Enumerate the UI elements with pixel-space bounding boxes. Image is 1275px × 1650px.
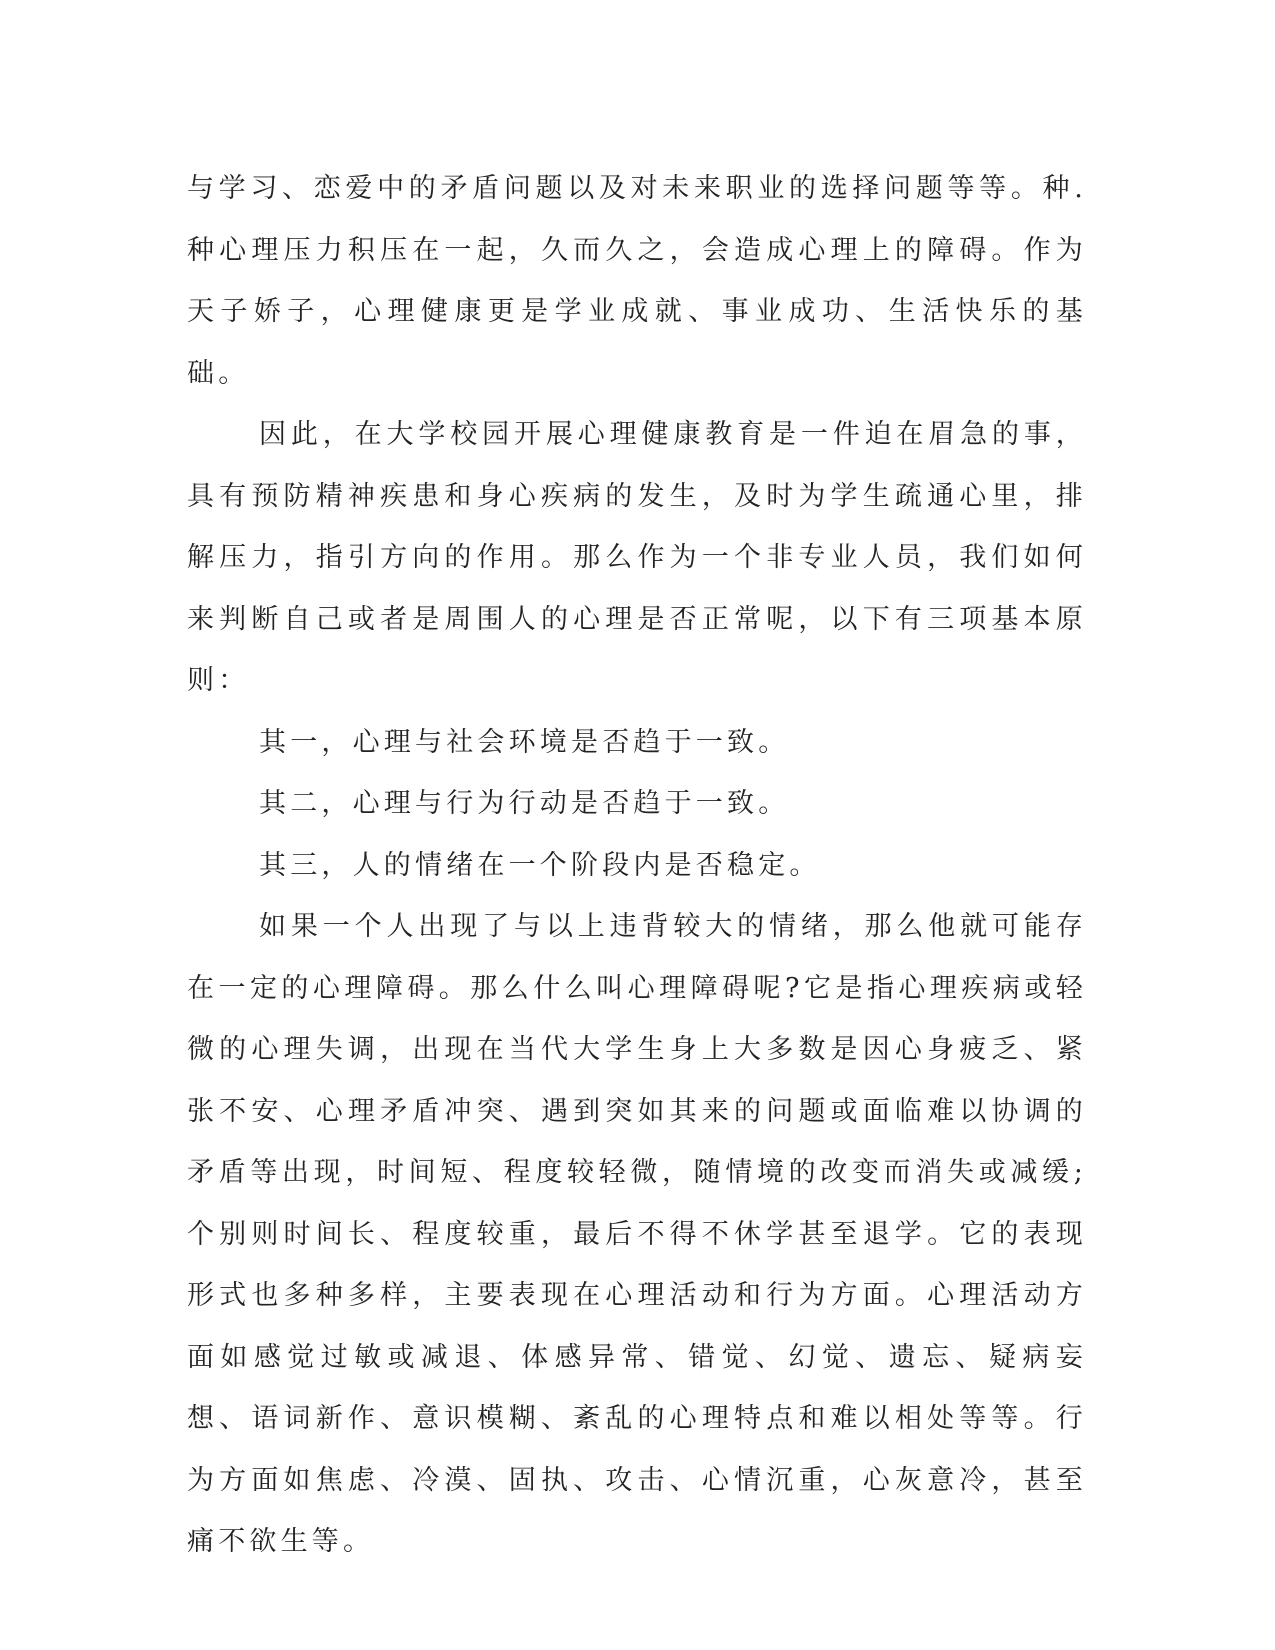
paragraph-2: 因此，在大学校园开展心理健康教育是一件迫在眉急的事，具有预防精神疾患和身心疾病的发生，及时为学生疏通心里，排解压力，指引方向的作用。那么作为一个非专业人员，我们如何来判断自己或者是周围人的心理是否正常呢，以下有三项基本原则： <box>187 419 1087 696</box>
paragraph-6: 如果一个人出现了与以上违背较大的情绪，那么他就可能存在一定的心理障碍。那么什么叫心理障碍呢?它是指心理疾病或轻微的心理失调，出现在当代大学生身上大多数是因心身疲乏、紧张不安、心理矛盾冲突、遇到突如其来的问题或面临难以协调的矛盾等出现，时间短、程度较轻微，随情境的改变而消失或减缓;个别则时间长、程度较重，最后不得不休学甚至退学。它的表现形式也多种多样，主要表现在心理活动和行为方面。心理活动方面如感觉过敏或减退、体感异常、错觉、幻觉、遗忘、疑病妄想、语词新作、意识模糊、紊乱的心理特点和难以相处等等。行为方面如焦虑、冷漠、固执、攻击、心情沉重，心灰意冷，甚至痛不欲生等。 <box>187 911 1087 1557</box>
principle-2: 其二，心理与行为行动是否趋于一致。 <box>259 788 790 819</box>
paragraph-1: 与学习、恋爱中的矛盾问题以及对未来职业的选择问题等等。种.种心理压力积压在一起，久而久之，会造成心理上的障碍。作为天子娇子，心理健康更是学业成就、事业成功、生活快乐的基础。 <box>187 173 1087 389</box>
principle-3: 其三，人的情绪在一个阶段内是否稳定。 <box>259 849 821 881</box>
principle-1: 其一，心理与社会环境是否趋于一致。 <box>259 726 790 758</box>
document-body <box>187 158 1087 1573</box>
